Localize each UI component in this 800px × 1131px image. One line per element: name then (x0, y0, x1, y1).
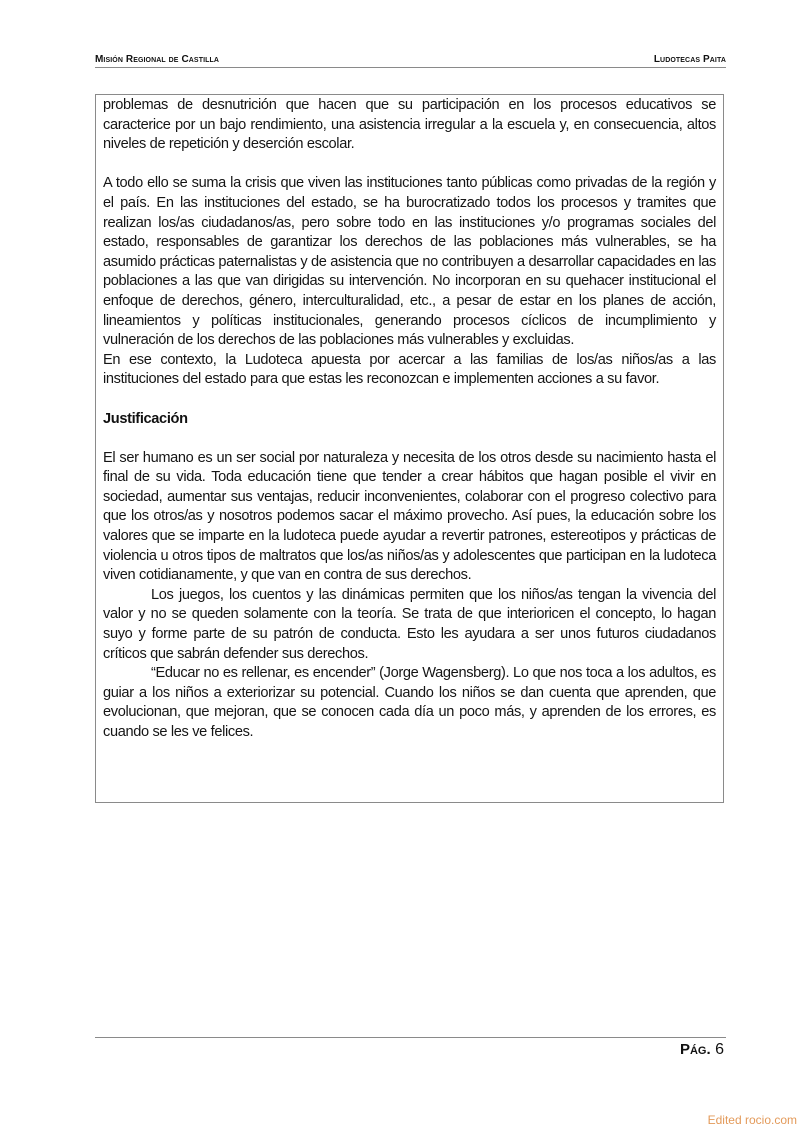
paragraph-context: En ese contexto, la Ludoteca apuesta por acercar a las familias de los/as niños/as a las instituciones del estado para que estas les reconozcan e implementen acciones a su favor. (103, 351, 716, 388)
footer-rule (95, 1037, 726, 1038)
page-number (680, 1041, 724, 1059)
header-organization: Misión Regional de Castilla (95, 54, 220, 65)
paragraph-justification-1: El ser humano es un ser social por naturaleza y necesita de los otros desde su nacimiento hasta el final de su vida. Toda educación tiene que tender a crear hábitos que hagan posible el vivir en sociedad, aumentar sus ventajas, reducir inconvenientes, colaborar con el progreso colectivo para que los otros/as y nosotros podemos sacar el máximo provecho. Así pues, la educación sobre los valores que se imparte en la ludoteca puede ayudar a revertir patrones, estereotipos y prácticas de violencia u otros tipos de maltratos que los/as niños/as y adolescentes que participan en la ludoteca viven cotidianamente, y que van en contra de sus derechos. (103, 449, 716, 584)
paragraph-continuation: problemas de desnutrición que hacen que su participación en los procesos educativos se caracterice por un bajo rendimiento, una asistencia irregular a la escuela y, en consecuencia, altos niveles de repetición y deserción escolar. (103, 97, 716, 153)
paragraph-justification-3: “Educar no es rellenar, es encender” (Jorge Wagensberg). Lo que nos toca a los adultos, es guiar a los niños a exteriorizar su potencial. Cuando los niños se dan cuenta que aprenden, que evolucionan, que mejoran, que se conocen cada día un poco más, y aprenden de los errores, es cuando se les ve felices. (103, 665, 716, 740)
page-number-value: 6 (715, 1041, 724, 1058)
page-label: Pág. (679, 1041, 711, 1058)
paragraph-justification-2: Los juegos, los cuentos y las dinámicas permiten que los niños/as tengan la vivencia del valor y no se queden solamente con la teoría. Se trata de que interioricen el concepto, lo hagan suyo y forme parte de su patrón de conducta. Esto les ayudara a ser unos futuros ciudadanos críticos que sabrán defender sus derechos. (103, 586, 716, 662)
paragraph-crisis: A todo ello se suma la crisis que viven las instituciones tanto públicas como privadas de la región y el país. En las instituciones del estado, se ha burocratizado todos los procesos y tramites que realizan los/as ciudadanos/as, pero sobre todo en las instituciones y/o programas sociales del estado, responsables de garantizar los derechos de las poblaciones más vulnerables, se ha asumido prácticas paternalistas y de asistencia que no contribuyen a desarrollar capacidades en las poblaciones a las que van dirigidas su intervención. No incorporan en su quehacer institucional el enfoque de derechos, género, interculturalidad, etc., a pesar de estar en los planes de acción, lineamientos y políticas institucionales, generando procesos cíclicos de incumplimiento y vulneración de los derechos de las poblaciones más vulnerables y excluidas. (103, 175, 716, 349)
page-header (95, 47, 726, 68)
section-heading-justificacion: Justificación (103, 410, 188, 427)
content-box (95, 94, 724, 803)
watermark: Edited rocio.com (707, 1113, 797, 1127)
header-project: Ludotecas Paita (653, 54, 726, 65)
